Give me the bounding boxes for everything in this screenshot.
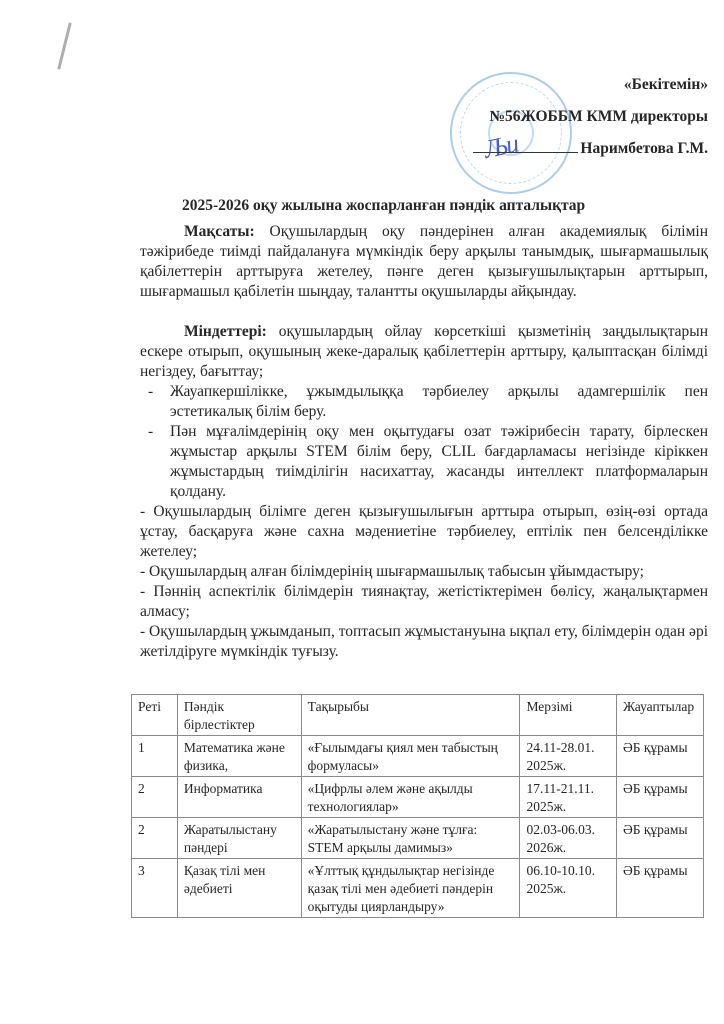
cell-responsible: ӘБ құрамы — [617, 818, 704, 859]
tasks-bullet: - Пән мұғалімдерінің оқу мен оқытудағы озат тәжірибесін тарату, бірлескен жұмыстар арқылы STEM білім беру, CLIL бағдарламасы негізінде кіріккен жұмыстардың тиімділігін насихаттау, жасанды интеллект платформаларын қолдану. — [140, 422, 708, 502]
header-order: Реті — [132, 695, 178, 736]
document-title: 2025-2026 оқу жылына жоспарланған пәндік апталықтар — [182, 197, 586, 214]
signatory-name: Наримбетова Г.М. — [580, 140, 708, 157]
cell-unit: Қазақ тілі мен әдебиеті — [177, 859, 301, 918]
cell-date: 17.11-21.11. 2025ж. — [520, 777, 617, 818]
cell-order: 2 — [132, 777, 178, 818]
cell-responsible: ӘБ құрамы — [617, 859, 704, 918]
cell-date: 06.10-10.10. 2025ж. — [520, 859, 617, 918]
cell-responsible: ӘБ құрамы — [617, 777, 704, 818]
cell-unit: Жаратылыстану пәндері — [177, 818, 301, 859]
header-unit: Пәндік бірлестіктер — [177, 695, 301, 736]
tasks-bullet: - Жауапкершілікке, ұжымдылыққа тәрбиелеу арқылы адамгершілік пен эстетикалық білім беру. — [140, 382, 708, 422]
tasks-text: оқушылардың ойлау көрсеткіші қызметінің заңдылықтарын ескере отырып, оқушының жеке-даралық қабілеттерін арттыру, қалыптасқан білімді негіздеу, бағыттау; — [140, 323, 708, 380]
signature-line — [473, 152, 578, 153]
table-row — [132, 818, 704, 859]
cell-topic: «Жаратылыстану және тұлға: STEM арқылы дамимыз» — [301, 818, 520, 859]
signature: Љи — [481, 128, 520, 165]
tasks-intro — [140, 322, 708, 382]
tasks-section — [140, 322, 708, 662]
cell-topic: «Цифрлы әлем және ақылды технологиялар» — [301, 777, 520, 818]
cell-topic: «Ұлттық құндылықтар негізінде қазақ тілі мен әдебиеті пәндерін оқытуды циярландыру» — [301, 859, 520, 918]
cell-order: 2 — [132, 818, 178, 859]
table-row — [132, 859, 704, 918]
tasks-bullet-list — [140, 382, 708, 502]
goal-text: Оқушылардың оқу пәндерінен алған академиялық білімін тәжірибеде тиімді пайдалануға мүмкіндік беру арқылы танымдық, шығармашылық қабілеттерін арттыруға жетелеу, пәнге деген қызығушылықтарын арттырып, шығармашыл қабілетін шыңдау, талантты оқушыларды айқындау. — [140, 223, 708, 300]
approval-position: №56ЖОББМ КММ директоры — [489, 108, 708, 125]
approval-label: «Бекітемін» — [623, 76, 708, 93]
tasks-label: Міндеттері: — [184, 323, 267, 340]
tasks-paragraph: - Пәннің аспектілік білімдерін тиянақтау, жетістіктерімен бөлісу, жаңалықтармен алмасу; — [140, 583, 708, 620]
header-topic: Тақырыбы — [301, 695, 520, 736]
approval-signatory — [473, 140, 708, 158]
cell-unit: Математика және физика, — [177, 736, 301, 777]
cell-order: 1 — [132, 736, 178, 777]
table-header-row — [132, 695, 704, 736]
cell-responsible: ӘБ құрамы — [617, 736, 704, 777]
header-responsible: Жауаптылар — [617, 695, 704, 736]
cell-unit: Информатика — [177, 777, 301, 818]
table-row — [132, 777, 704, 818]
cell-date: 24.11-28.01. 2025ж. — [520, 736, 617, 777]
tasks-paragraph: - Оқушылардың ұжымданып, топтасып жұмыстануына ықпал ету, білімдерін одан әрі жетілдіруге мүмкіндік туғызу. — [140, 623, 708, 660]
tasks-paragraph: - Оқушылардың алған білімдерінің шығармашылық табысын ұйымдастыру; — [140, 563, 644, 580]
goal-paragraph — [140, 222, 708, 302]
goal-label: Мақсаты: — [184, 223, 255, 240]
tasks-paragraph: - Оқушылардың білімге деген қызығушылығын арттыра отырып, өзің-өзі ортада ұстау, басқаруға және сахна мәдениетіне тәрбиелеу, ептілік пен белсенділікке жетелеу; — [140, 503, 708, 560]
subject-weeks-table — [131, 694, 704, 918]
cell-topic: «Ғылымдағы қиял мен табыстың формуласы» — [301, 736, 520, 777]
table-row — [132, 736, 704, 777]
header-date: Мерзімі — [520, 695, 617, 736]
cell-date: 02.03-06.03. 2026ж. — [520, 818, 617, 859]
pen-mark — [57, 22, 72, 69]
cell-order: 3 — [132, 859, 178, 918]
